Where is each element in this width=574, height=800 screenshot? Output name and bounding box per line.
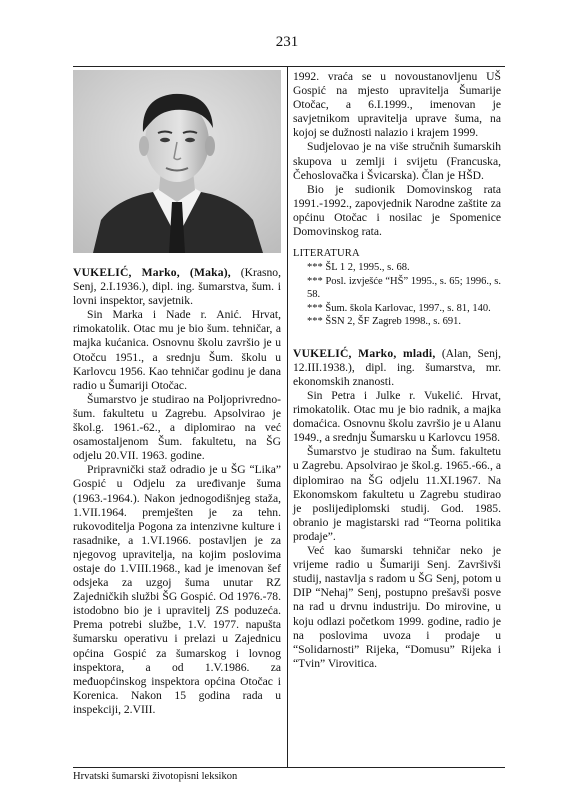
literature-item: *** ŠSN 2, ŠF Zagreb 1998., s. 691. <box>307 316 462 328</box>
entry1-name: VUKELIĆ, Marko, (Maka), <box>73 266 231 279</box>
entry1-heading-paragraph <box>73 266 281 308</box>
entry1-summary: (Krasno, Senj, 2.I.1936.), dipl. ing. šumarstva, šum. i lovni inspektor, savjetnik. <box>73 266 281 308</box>
entry2 <box>293 347 501 671</box>
entry1-paragraph-career-cont: 1992. vraća se u novoustanovljenu UŠ Gospić na mjesto upravitelja Šumarije Otočac, a 6.I.1999., imenovan je savjetnikom upravitelja uprave šuma, na kojoj se dužnosti nalazio i krajem 1999. <box>293 70 501 140</box>
bottom-rule <box>73 767 505 768</box>
entry1-paragraph-study: Šumarstvo je studirao na Poljoprivredno-šum. fakultetu u Zagrebu. Apsolvirao je škol.g. 1961.-62., a diplomirao na već osamostaljenom Šum. fakultetu, na ŠG odjelu 20.VII. 1963. godine. <box>73 392 281 463</box>
left-column <box>73 266 281 717</box>
entry2-paragraph-study: Šumarstvo je studirao na Šum. fakultetu u Zagrebu. Apsolvirao je škol.g. 1965.-66., a diplomirao na ŠG odjelu 11.XI.1967. Na Ekonomskom fakultetu u Zagrebu studirao je poslijediplomski studij. God. 1985. obranio je magistarski rad “Teorna politika prodaje”. <box>293 445 501 543</box>
column-divider <box>287 66 288 767</box>
entry1-paragraph-war: Bio je sudionik Domovinskog rata 1991.-1992., zapovjednik Narodne zaštite za općinu Otočac i nosilac je Spomenice Domovinskog rata. <box>293 182 501 239</box>
entry2-summary: (Alan, Senj, 12.III.1938.), dipl. ing. šumarstva, mr. ekonomskih znanosti. <box>293 346 501 388</box>
right-column <box>293 70 501 671</box>
page-number: 231 <box>275 34 299 50</box>
entry2-name: VUKELIĆ, Marko, mladi, <box>293 346 436 360</box>
top-rule <box>73 66 505 67</box>
entry2-paragraph-career: Već kao šumarski tehničar neko je vrijeme radio u Šumariji Senj. Završivši studij, nastavlja s radom u ŠG Senj, potom u DIP “Nehaj” Senj, postupno prešavši posve na rad u drvnu industriju. Do mirovine, u koju odlazi početkom 1999. godine, radio je na poslovima uvoza i prodaje u “Solidarnosti” Rijeka, “Domusu” Rijeka i “Tvin” Virovitica. <box>293 544 501 670</box>
literature-item: *** Šum. škola Karlovac, 1997., s. 81, 140. <box>307 302 491 314</box>
entry2-heading-paragraph <box>293 347 501 389</box>
literature-item: *** Posl. izvješće “HŠ” 1995., s. 65; 1996., s. 58. <box>307 275 501 301</box>
entry1-paragraph-family: Sin Marka i Nade r. Anić. Hrvat, rimokatolik. Otac mu je bio šum. tehničar, a majka kućanica. Osnovnu školu završio je u Otočcu 1951., a srednju Šum. školu u Karlovcu 1956. Kao tehničar godinu je dana radio u Šumariji Otočac. <box>73 308 281 392</box>
entry1-paragraph-career: Pripravnički staž odradio je u ŠG “Lika” Gospić u Odjelu za uređivanje šuma (1963.-1964.). Nakon jednogodišnjeg staža, 1.VII.1964. premješten je za tehn. rukovoditelja Pogona za intenzivne kulture i rasadnike, a 1.VI.1966. postavljen je za njegovog upravitelja, na kojim poslovima ostaje do 1.VIII.1968., kad je imenovan šef odsjeka za uzgoj šuma unutar RZ Zajedničkih službi ŠG Gospić. Od 1976.-78. istodobno bio je i upravitelj ZS poduzeća. Prema potrebi službe, 1.V. 1977. napušta šumarsku operativu i prelazi u Zajednicu općina Gospić za šumarskog i lovnog inspektora, a od 1.V.1986. za međuopćinskog inspektora općina Otočac i Korenica. Nakon 15 godina rada u inspekciji, 2.VIII. <box>73 463 281 716</box>
entry1-paragraph-conferences: Sudjelovao je na više stručnih šumarskih skupova u zemlji i svijetu (Francuska, Čehoslovačka i Švicarska). Član je HŠD. <box>293 140 501 182</box>
portrait-photo <box>73 70 281 253</box>
literature-title: LITERATURA <box>293 248 360 260</box>
entry2-paragraph-family: Sin Petra i Julke r. Vukelić. Hrvat, rimokatolik. Otac mu je bio radnik, a majka domaćica. Osnovnu školu završio je u Alanu 1949., a srednju Šumarsku u Karlovcu 1958. <box>293 389 501 445</box>
literature-item: *** ŠL 1 2, 1995., s. 68. <box>307 262 410 274</box>
portrait-image <box>73 70 281 253</box>
footer-title: Hrvatski šumarski životopisni leksikon <box>73 771 238 782</box>
